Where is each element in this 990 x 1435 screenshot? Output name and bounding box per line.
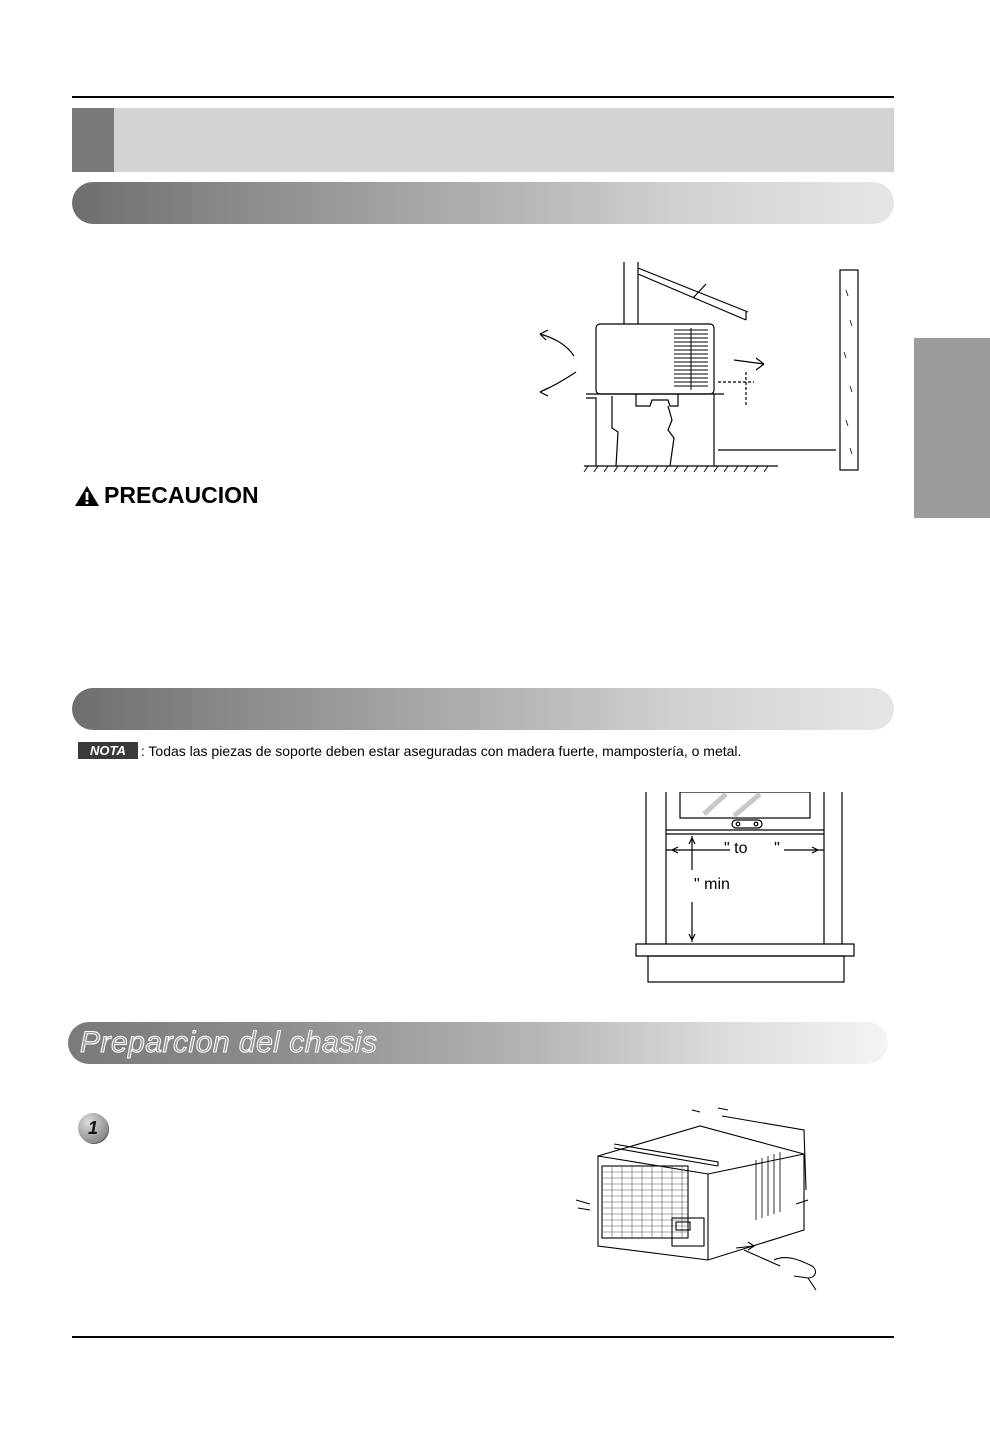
section-chasis-title: Preparcion del chasis xyxy=(80,1026,378,1059)
window-height-label: " min xyxy=(694,876,730,893)
section-header-bar-chasis xyxy=(68,1022,888,1064)
step-number: 1 xyxy=(87,1117,98,1138)
bottom-rule xyxy=(72,1336,894,1338)
window-width-label: " to " xyxy=(724,840,780,857)
chassis-removal-diagram xyxy=(568,1100,858,1296)
caution-label: PRECAUCION xyxy=(104,482,259,508)
note-line xyxy=(78,742,741,759)
step-number-badge xyxy=(78,1113,108,1143)
clearance-diagram xyxy=(528,260,868,476)
page-title-band xyxy=(72,108,894,172)
note-text: : Todas las piezas de soporte deben estar aseguradas con madera fuerte, mampostería, o metal. xyxy=(140,742,742,759)
warning-triangle-icon xyxy=(74,485,100,507)
caution-heading xyxy=(74,482,259,509)
chapter-side-tab xyxy=(914,338,990,518)
title-tab xyxy=(72,108,114,172)
top-rule xyxy=(72,96,894,98)
section-header-bar-1 xyxy=(72,182,894,224)
nota-badge: NOTA xyxy=(78,742,138,759)
window-opening-diagram xyxy=(634,792,858,986)
section-header-bar-2 xyxy=(72,688,894,730)
